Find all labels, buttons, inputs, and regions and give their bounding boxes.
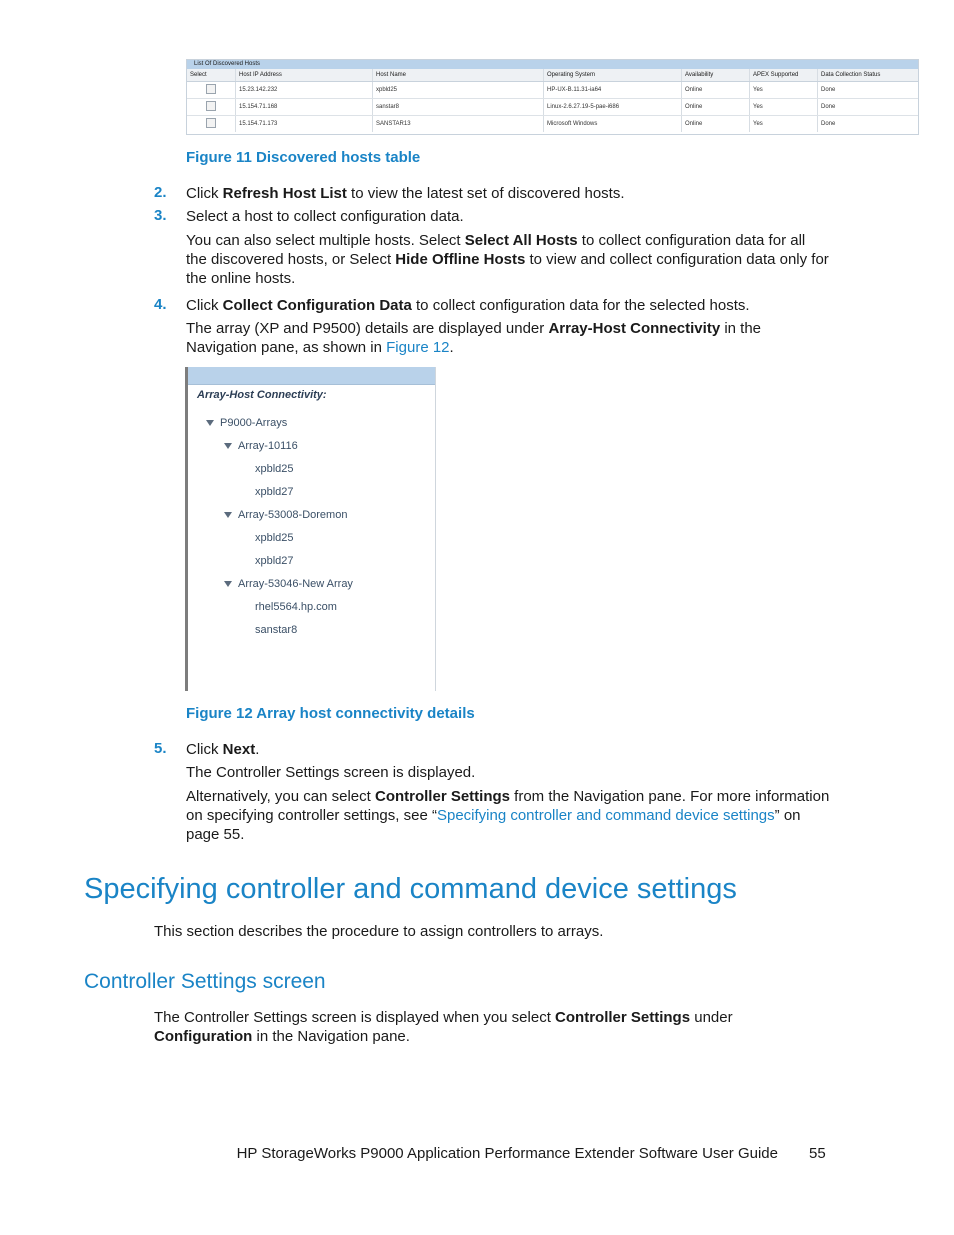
os-cell: HP-UX-B.11.31-ia64: [544, 82, 682, 98]
column-header: Data Collection Status: [821, 72, 881, 78]
apex-cell: Yes: [750, 82, 818, 98]
tree-node-host[interactable]: sanstar8: [255, 624, 298, 636]
select-cell: [187, 82, 236, 98]
tree-node-array[interactable]: [224, 440, 298, 452]
step-number: 5.: [154, 740, 167, 757]
step-5-paragraph-1: The Controller Settings screen is displayed.: [186, 764, 476, 781]
expand-triangle-icon[interactable]: [224, 512, 232, 518]
step-4-paragraph: [186, 319, 832, 357]
tree-node-host[interactable]: xpbld27: [255, 555, 294, 567]
column-header: Operating System: [544, 69, 682, 81]
os-cell: Linux-2.6.27.19-5-pae-i686: [544, 99, 682, 115]
text: You can also select multiple hosts. Select: [186, 232, 465, 249]
select-cell: [187, 99, 236, 115]
pane-header-bar: [188, 367, 435, 385]
ui-term: Configuration: [154, 1028, 253, 1045]
ui-term: Collect Configuration Data: [222, 297, 412, 314]
text: The array (XP and P9500) details are displayed under: [186, 320, 549, 337]
tree-node-host[interactable]: xpbld25: [255, 532, 294, 544]
table-title: List Of Discovered Hosts: [187, 60, 918, 69]
text: Click: [186, 741, 223, 758]
text: in the Navigation pane.: [252, 1028, 410, 1045]
text: in the Navigation pane, as shown in: [186, 320, 762, 356]
section-intro: This section describes the procedure to assign controllers to arrays.: [154, 923, 604, 940]
ui-term: Controller Settings: [374, 788, 510, 805]
section-heading: Specifying controller and command device settings: [84, 873, 737, 905]
ui-term: Next: [222, 741, 256, 758]
host-checkbox[interactable]: [206, 101, 216, 111]
text: under: [690, 1009, 733, 1026]
column-header: Select: [187, 69, 236, 81]
host-checkbox[interactable]: [206, 84, 216, 94]
step-3-paragraph: [186, 231, 830, 288]
subsection-paragraph: [154, 1008, 832, 1046]
step-number: 4.: [154, 296, 167, 313]
text: Click: [186, 297, 223, 314]
node-label: Array-10116: [238, 440, 298, 452]
step-number: 2.: [154, 184, 167, 201]
host-checkbox[interactable]: [206, 118, 216, 128]
expand-triangle-icon[interactable]: [224, 443, 232, 449]
availability-cell: Online: [682, 99, 750, 115]
figure-12-caption: Figure 12 Array host connectivity details: [186, 705, 475, 722]
ui-term: Refresh Host List: [222, 185, 347, 202]
ui-term: Select All Hosts: [464, 232, 578, 249]
apex-cell: Yes: [750, 116, 818, 132]
table-row: [187, 116, 918, 132]
host-ip-cell: 15.23.142.232: [236, 82, 373, 98]
step-5-paragraph-2: [186, 787, 830, 844]
text: to collect configuration data for all the discovered hosts, or Select: [186, 232, 806, 268]
availability-cell: Online: [682, 116, 750, 132]
text: .: [255, 741, 260, 758]
text: ” on page 55.: [186, 807, 801, 843]
footer-guide-title: HP StorageWorks P9000 Application Performance Extender Software User Guide: [236, 1145, 778, 1162]
tree-header: Array-Host Connectivity:: [197, 389, 327, 401]
step-3-text: Select a host to collect configuration data.: [186, 208, 464, 225]
host-name-cell: sanstar8: [373, 99, 544, 115]
section-cross-reference-link[interactable]: Specifying controller and command device settings: [436, 807, 775, 824]
step-4-text: [186, 296, 826, 315]
node-label: Array-53046-New Array: [238, 578, 353, 590]
text: The Controller Settings screen is displayed when you select: [154, 1009, 556, 1026]
node-label: P9000-Arrays: [220, 417, 288, 429]
discovered-hosts-table: [186, 59, 919, 135]
tree-node-array[interactable]: [224, 578, 353, 590]
column-header: APEX Supported: [750, 69, 818, 81]
step-number: 3.: [154, 207, 167, 224]
tree-node-array[interactable]: [224, 509, 347, 521]
tree-node-host[interactable]: xpbld27: [255, 486, 294, 498]
tree-node-host[interactable]: rhel5564.hp.com: [255, 601, 337, 613]
column-header: Host IP Address: [236, 69, 373, 81]
node-label: Array-53008-Doremon: [238, 509, 348, 521]
expand-triangle-icon[interactable]: [206, 420, 214, 426]
column-header: Availability: [682, 69, 750, 81]
ui-term: Array-Host Connectivity: [548, 320, 721, 337]
expand-triangle-icon[interactable]: [224, 581, 232, 587]
figure-12-link[interactable]: Figure 12: [386, 339, 450, 356]
host-name-cell: xpbld25: [373, 82, 544, 98]
ui-term: Controller Settings: [555, 1009, 691, 1026]
status-cell: Done: [821, 87, 836, 93]
text: to view and collect configuration data only for the online hosts.: [186, 251, 829, 287]
host-ip-cell: 15.154.71.173: [236, 116, 373, 132]
table-row: [187, 99, 918, 116]
status-cell: Done: [821, 121, 836, 127]
tree-node-host[interactable]: xpbld25: [255, 463, 294, 475]
table-row: [187, 82, 918, 99]
subsection-heading: Controller Settings screen: [84, 970, 326, 993]
text: to view the latest set of discovered hosts.: [346, 185, 625, 202]
availability-cell: Online: [682, 82, 750, 98]
table-header: [187, 69, 918, 82]
ui-term: Hide Offline Hosts: [395, 251, 526, 268]
array-host-connectivity-pane: [185, 367, 436, 691]
text: Click: [186, 185, 223, 202]
step-5-text: [186, 740, 826, 759]
apex-cell: Yes: [750, 99, 818, 115]
step-2-text: [186, 184, 826, 203]
text: Alternatively, you can select: [186, 788, 375, 805]
tree-node-root[interactable]: [206, 417, 287, 429]
column-header: Host Name: [373, 69, 544, 81]
host-ip-cell: 15.154.71.168: [236, 99, 373, 115]
status-cell: Done: [821, 104, 836, 110]
select-cell: [187, 116, 236, 132]
text: .: [449, 339, 454, 356]
page-number: 55: [809, 1145, 826, 1162]
text: to collect configuration data for the selected hosts.: [411, 297, 750, 314]
text: from the Navigation pane. For more information on specifying controller settings, see “: [186, 788, 830, 824]
os-cell: Microsoft Windows: [544, 116, 682, 132]
figure-11-caption: Figure 11 Discovered hosts table: [186, 149, 421, 166]
host-name-cell: SANSTAR13: [373, 116, 544, 132]
